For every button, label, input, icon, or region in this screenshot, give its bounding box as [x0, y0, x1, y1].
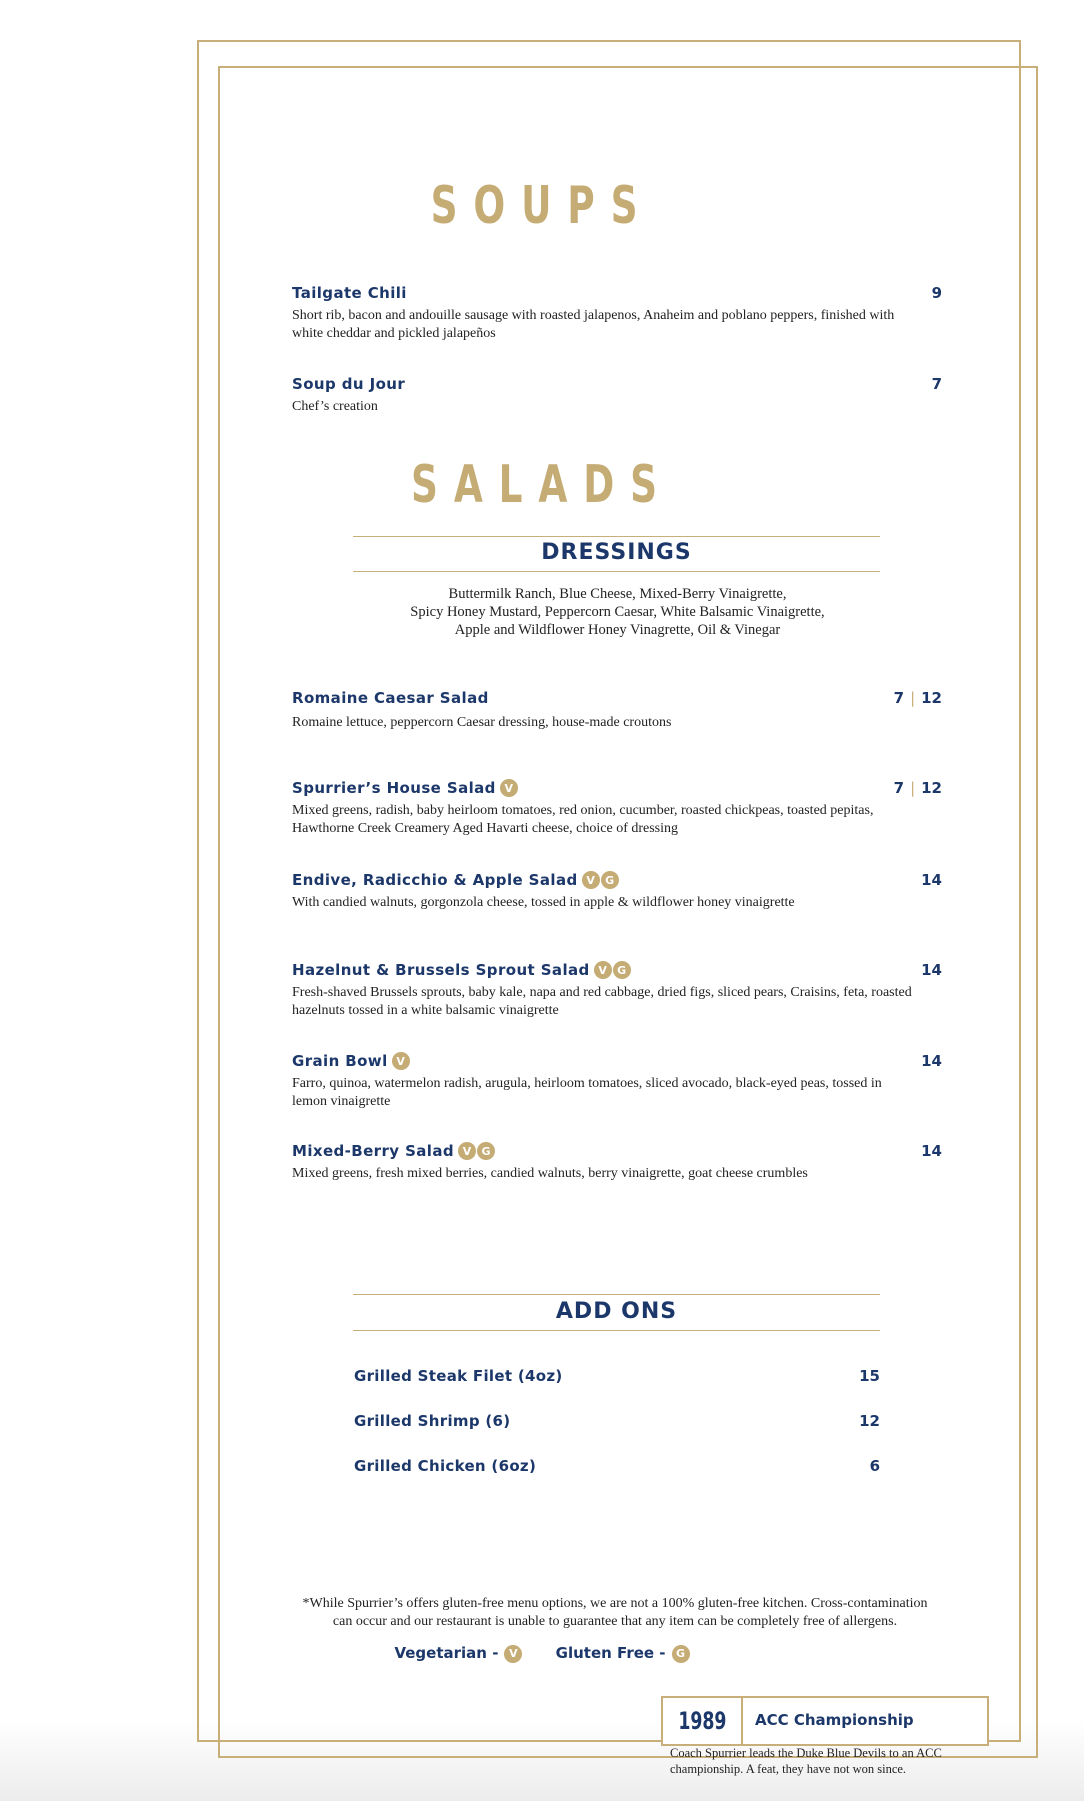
vegetarian-icon: V [582, 871, 600, 889]
dressings-title: DRESSINGS [541, 540, 692, 565]
divider [353, 1294, 880, 1295]
divider [353, 1330, 880, 1331]
championship-box [661, 1696, 989, 1746]
price-large: 12 [921, 689, 942, 707]
item-description: Farro, quinoa, watermelon radish, arugula, heirloom tomatoes, sliced avocado, black-eyed peas, tossed in lemon vinaigrette [292, 1076, 882, 1109]
dressings-line: Apple and Wildflower Honey Vinagrette, Oil & Vinegar [454, 622, 781, 638]
item-name: Grain Bowl [292, 1052, 388, 1071]
addon-price: 12 [859, 1412, 880, 1430]
dressings-list [300, 585, 935, 639]
item-price [894, 779, 942, 797]
gluten-free-icon: G [601, 871, 619, 889]
price-small: 7 [893, 779, 905, 797]
dressings-line: Spicy Honey Mustard, Peppercorn Caesar, White Balsamic Vinaigrette, [410, 604, 825, 620]
vegetarian-icon: V [392, 1052, 410, 1070]
price-separator: | [910, 779, 916, 797]
championship-title: ACC Championship [755, 1711, 914, 1729]
legend-gluten-free [556, 1644, 690, 1663]
gluten-free-icon: G [672, 1645, 690, 1663]
championship-note [670, 1745, 970, 1777]
item-price: 14 [921, 1052, 942, 1070]
item-name: Tailgate Chili [292, 284, 407, 303]
vegetarian-icon: V [594, 961, 612, 979]
legend-label: Gluten Free - [555, 1644, 666, 1662]
item-description: Short rib, bacon and andouille sausage with roasted jalapenos, Anaheim and poblano peppers, finished with white cheddar and pickled jalapeños [292, 308, 895, 341]
addon-steak [354, 1367, 880, 1387]
addons-title: ADD ONS [555, 1299, 678, 1324]
menu-item-tailgate-chili [292, 284, 942, 343]
note-line: Coach Spurrier leads the Duke Blue Devils to an ACC [670, 1746, 942, 1760]
addon-price: 15 [859, 1367, 880, 1385]
addon-name: Grilled Shrimp (6) [354, 1412, 511, 1430]
item-description: Fresh-shaved Brussels sprouts, baby kale, napa and red cabbage, dried figs, sliced pears, Craisins, feta, roasted hazelnuts tossed in a white balsamic vinaigrette [292, 985, 912, 1018]
item-price: 14 [921, 1142, 942, 1160]
menu-item-soup-du-jour [292, 375, 942, 416]
addon-chicken [354, 1457, 880, 1477]
item-description: Romaine lettuce, peppercorn Caesar dressing, house-made croutons [292, 715, 672, 730]
disclaimer-line: can occur and our restaurant is unable to guarantee that any item can be completely free of allergens. [332, 1614, 898, 1629]
vegetarian-icon: V [500, 779, 518, 797]
divider [353, 536, 880, 537]
addon-name: Grilled Chicken (6oz) [354, 1457, 537, 1475]
addon-shrimp [354, 1412, 880, 1432]
note-line: championship. A feat, they have not won since. [670, 1762, 907, 1776]
menu-item-house-salad [292, 779, 942, 838]
championship-year [663, 1698, 743, 1744]
item-name: Romaine Caesar Salad [292, 689, 489, 708]
item-description: With candied walnuts, gorgonzola cheese, tossed in apple & wildflower honey vinaigrette [292, 895, 795, 910]
vegetarian-icon: V [504, 1645, 522, 1663]
dietary-legend [0, 1644, 1084, 1663]
item-price: 14 [921, 961, 942, 979]
legend-vegetarian [394, 1644, 522, 1663]
gluten-free-icon: G [477, 1142, 495, 1160]
menu-item-romaine-caesar [292, 689, 942, 732]
legend-label: Vegetarian - [394, 1644, 499, 1662]
price-separator: | [910, 689, 916, 707]
item-description: Mixed greens, radish, baby heirloom tomatoes, red onion, cucumber, roasted chickpeas, toasted pepitas, Hawthorne Creek Creamery Aged Havarti cheese, choice of dressing [292, 803, 874, 836]
item-description: Chef’s creation [292, 399, 378, 414]
addon-name: Grilled Steak Filet (4oz) [354, 1367, 563, 1385]
salads-title: SALADS [411, 455, 673, 515]
menu-item-mixed-berry-salad [292, 1142, 942, 1183]
menu-item-endive-salad [292, 871, 942, 912]
divider [353, 571, 880, 572]
item-price [894, 689, 942, 707]
gluten-free-icon: G [613, 961, 631, 979]
item-price: 9 [931, 284, 942, 302]
price-small: 7 [893, 689, 905, 707]
addon-price: 6 [869, 1457, 880, 1475]
price-large: 12 [921, 779, 942, 797]
soups-title: SOUPS [430, 176, 654, 236]
item-name: Hazelnut & Brussels Sprout Salad [292, 961, 590, 980]
menu-item-hazelnut-brussels-salad [292, 961, 942, 1020]
item-description: Mixed greens, fresh mixed berries, candied walnuts, berry vinaigrette, goat cheese crumbles [292, 1166, 808, 1181]
item-name: Spurrier’s House Salad [292, 779, 496, 798]
item-price: 14 [921, 871, 942, 889]
item-name: Endive, Radicchio & Apple Salad [292, 871, 578, 890]
dressings-line: Buttermilk Ranch, Blue Cheese, Mixed-Berry Vinaigrette, [448, 586, 787, 602]
disclaimer-line: *While Spurrier’s offers gluten-free menu options, we are not a 100% gluten-free kitchen. Cross-contamination [302, 1596, 928, 1611]
menu-item-grain-bowl [292, 1052, 942, 1111]
allergen-disclaimer [270, 1595, 960, 1631]
vegetarian-icon: V [458, 1142, 476, 1160]
year-text: 1989 [677, 1707, 727, 1735]
item-name: Soup du Jour [292, 375, 406, 394]
item-name: Mixed-Berry Salad [292, 1142, 455, 1161]
item-price: 7 [931, 375, 942, 393]
